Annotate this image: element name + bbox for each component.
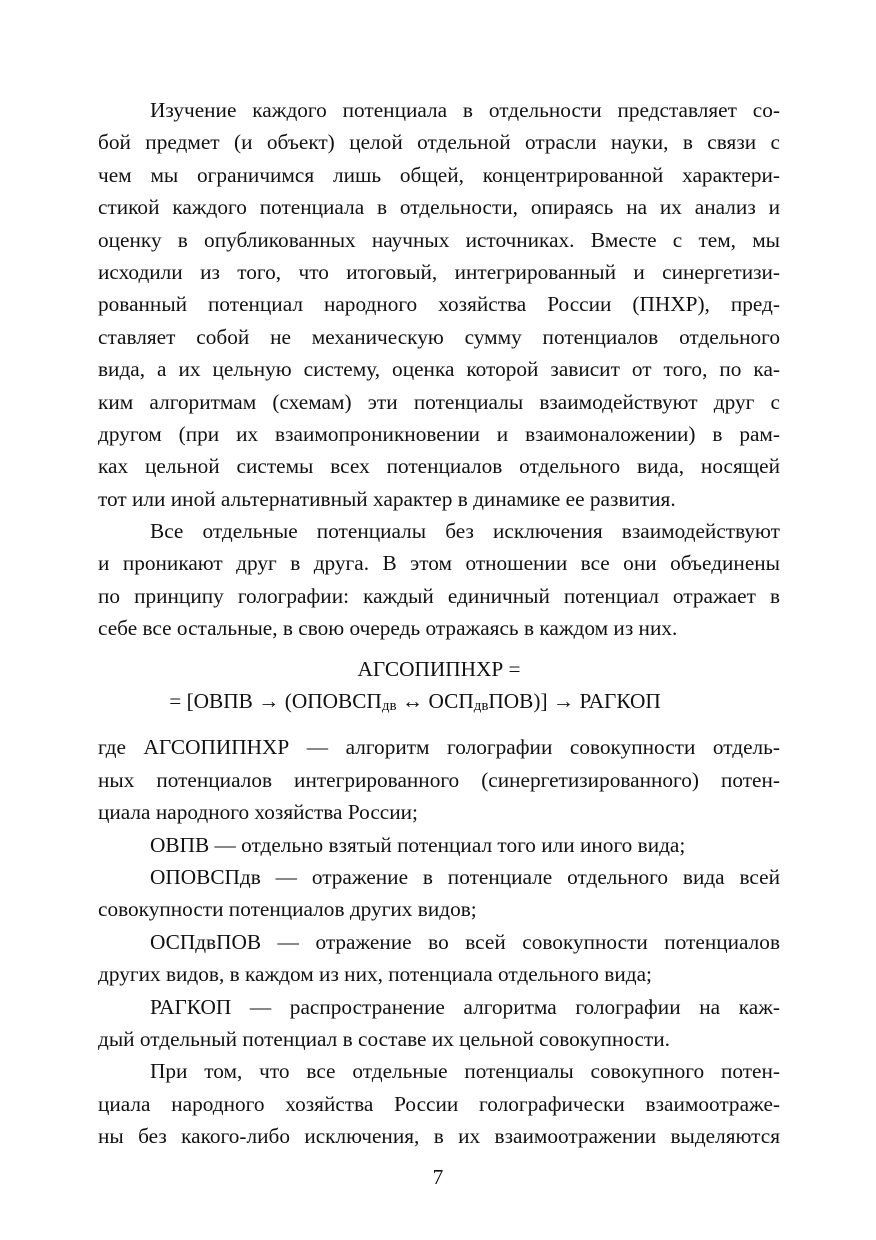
paragraph-line: циала народного хозяйства России голографически взаимоотраже-: [98, 1091, 780, 1116]
definition-opovsp: [98, 861, 780, 926]
paragraph-2: [98, 515, 780, 645]
paragraph-line: ставляет собой не механическую сумму потенциалов отдельного: [98, 324, 780, 349]
paragraph-line: исходили из того, что итоговый, интегрированный и синергетизи-: [98, 259, 780, 284]
definition-ovpv: [98, 829, 780, 861]
definition-line: где АГСОПИПНХР — алгоритм голографии совокупности отдель-: [98, 735, 780, 760]
definition-line: совокупности потенциалов других видов;: [98, 897, 477, 922]
paragraph-1: [98, 94, 780, 515]
paragraph-line: вида, а их цельную систему, оценка которой зависит от того, по ка-: [98, 357, 780, 382]
paragraph-line: Все отдельные потенциалы без исключения взаимодействуют: [150, 519, 780, 544]
paragraph-line: ким алгоритмам (схемам) эти потенциалы взаимодействуют друг с: [98, 389, 780, 414]
definition-line: ОПОВСПдв — отражение в потенциале отдельного вида всей: [150, 864, 780, 889]
paragraph-line: чем мы ограничимся лишь общей, концентрированной характери-: [98, 162, 780, 187]
paragraph-line: ны без какого-либо исключения, в их взаимоотражении выделяются: [98, 1124, 780, 1149]
definition-line: дый отдельный потенциал в составе их цельной совокупности.: [98, 1026, 670, 1051]
paragraph-line: Изучение каждого потенциала в отдельности представляет со-: [150, 98, 780, 122]
definition-line: других видов, в каждом из них, потенциала отдельного вида;: [98, 962, 652, 987]
paragraph-line: тот или иной альтернативный характер в динамике ее развития.: [98, 486, 676, 511]
paragraph-line: по принципу голографии: каждый единичный потенциал отражает в: [98, 583, 780, 608]
formula: [98, 653, 780, 718]
paragraph-line: рованный потенциал народного хозяйства России (ПНХР), пред-: [98, 292, 780, 317]
formula-line-2: [74, 685, 756, 717]
paragraph-line: оценку в опубликованных научных источниках. Вместе с тем, мы: [98, 227, 780, 252]
paragraph-line: себе все остальные, в свою очередь отражаясь в каждом из них.: [98, 616, 678, 641]
definition-line: РАГКОП — распространение алгоритма голографии на каж-: [150, 994, 780, 1019]
paragraph-line: стикой каждого потенциала в отдельности, опираясь на их анализ и: [98, 195, 780, 220]
paragraph-3: [98, 1055, 780, 1152]
formula-subscript: дв: [381, 698, 397, 715]
formula-line-1: АГСОПИПНХР =: [357, 656, 521, 681]
definition-ragkop: [98, 991, 780, 1056]
definition-agsopipnhr: [98, 731, 780, 828]
definition-ospdvpov: [98, 926, 780, 991]
definition-line: ных потенциалов интегрированного (синергетизированного) потен-: [98, 767, 780, 792]
definition-line: ОВПВ — отдельно взятый потенциал того или иного вида;: [150, 832, 686, 857]
paragraph-line: и проникают друг в друга. В этом отношении все они объединены: [98, 551, 780, 576]
definition-line: ОСПдвПОВ — отражение во всей совокупности потенциалов: [150, 929, 780, 954]
paragraph-line: ках цельной системы всех потенциалов отдельного вида, носящей: [98, 454, 780, 479]
page-number: 7: [432, 1165, 444, 1189]
paragraph-line: При том, что все отдельные потенциалы совокупного потен-: [150, 1059, 780, 1084]
paragraph-line: другом (при их взаимопроникновении и взаимоналожении) в рам-: [98, 421, 780, 446]
paragraph-line: бой предмет (и объект) целой отдельной отрасли науки, в связи с: [98, 130, 780, 155]
formula-part: = [ОВПВ → (ОПОВСП: [169, 689, 382, 714]
page-body: [98, 94, 780, 1153]
formula-subscript: дв: [473, 698, 489, 715]
formula-part: ПОВ)] → РАГКОП: [488, 689, 661, 714]
formula-part: ↔ ОСП: [396, 689, 474, 714]
definition-line: циала народного хозяйства России;: [98, 800, 418, 825]
